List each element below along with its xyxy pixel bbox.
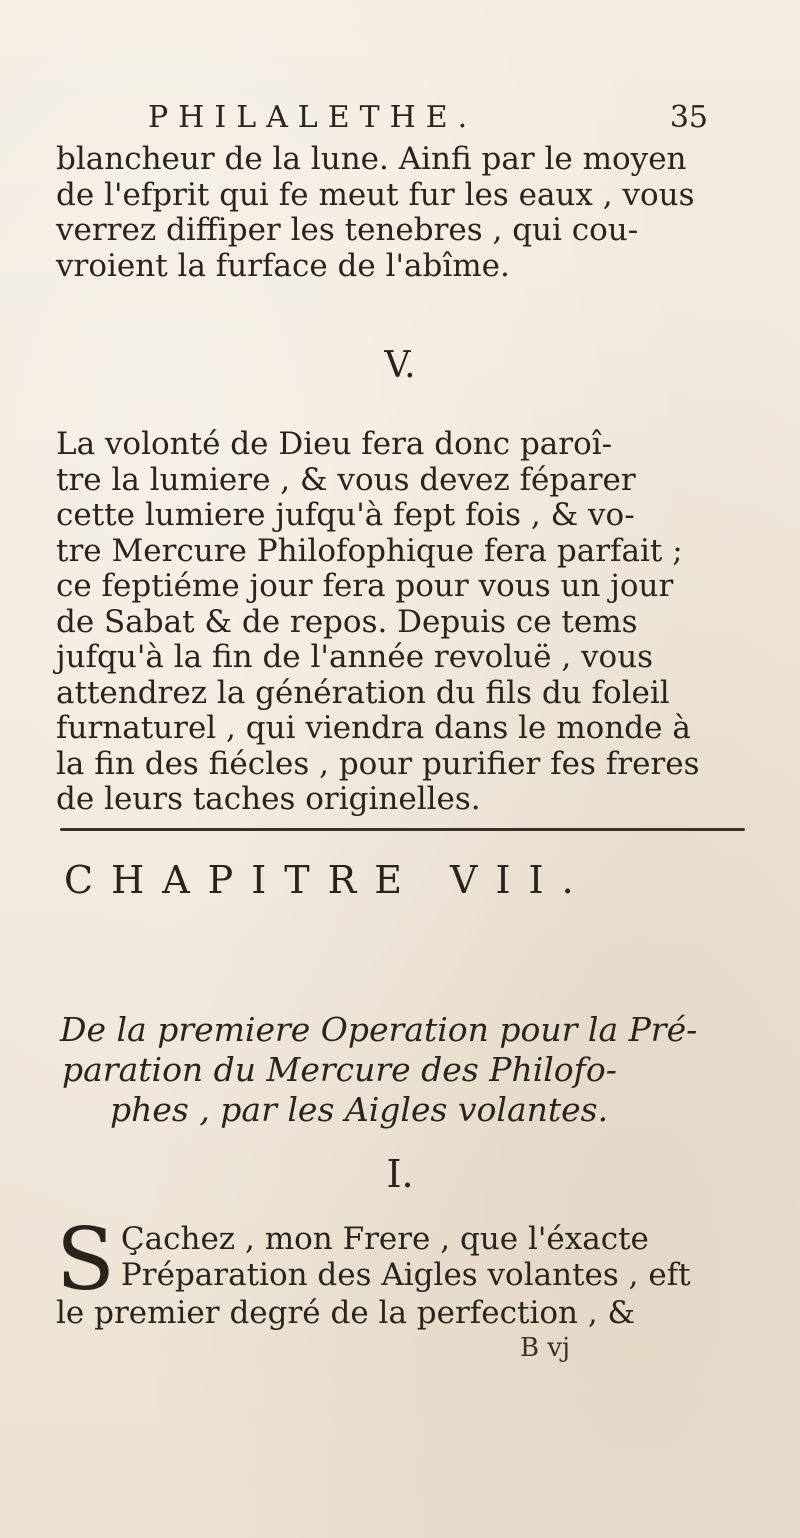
text-line: vroient la furface de l'abîme. [56,247,510,284]
text-line: de Sabat & de repos. Depuis ce tems [56,603,638,640]
text-line: blancheur de la lune. Ainfi par le moyen [56,141,687,177]
text-line: jufqu'à la fin de l'année revoluë , vous [56,639,654,675]
running-head: PHILALETHE. [148,100,478,135]
text-line: ce feptiéme jour fera pour vous un jour [56,568,674,604]
text-line: La volonté de Dieu fera donc paroî- [56,426,613,462]
chapter-divider-rule [60,828,745,831]
text-line: le premier degré de la perfection , & [56,1295,636,1331]
chapter-subtitle [60,1010,750,1130]
section-number-i: I. [386,1152,414,1196]
subtitle-line: phes , par les Aigles volantes. [110,1090,609,1129]
text-line: tre la lumiere , & vous devez féparer [56,461,636,498]
text-line: de l'efprit qui fe meut fur les eaux , vous [56,176,695,213]
text-line: Çachez , mon Frere , que l'éxacte [120,1221,649,1257]
page-header [148,100,708,140]
text-line: attendrez la génération du fils du foleil [56,674,670,711]
paragraph-continued [56,142,746,284]
subtitle-line: paration du Mercure des Philofo- [62,1050,617,1089]
paragraph-section-v [56,427,746,818]
text-line: Préparation des Aigles volantes , eft [120,1256,691,1293]
page-number: 35 [669,100,708,135]
text-line: furnaturel , qui viendra dans le monde à [56,710,691,746]
section-number-v: V. [384,345,416,386]
text-line: cette lumiere jufqu'à fept fois , & vo- [56,497,635,533]
signature-mark: B vj [520,1333,571,1363]
drop-capital: S [56,1210,115,1310]
text-line: tre Mercure Philofophique fera parfait ; [56,532,683,569]
paragraph-section-i [56,1210,746,1332]
chapter-title: CHAPITRE VII. [64,858,592,902]
subtitle-line: De la premiere Operation pour la Pré- [60,1010,698,1049]
text-line: de leurs taches originelles. [56,781,481,817]
text-line: verrez diffiper les tenebres , qui cou- [56,212,639,248]
text-line: la fin des fiécles , pour purifier fes freres [56,745,700,782]
